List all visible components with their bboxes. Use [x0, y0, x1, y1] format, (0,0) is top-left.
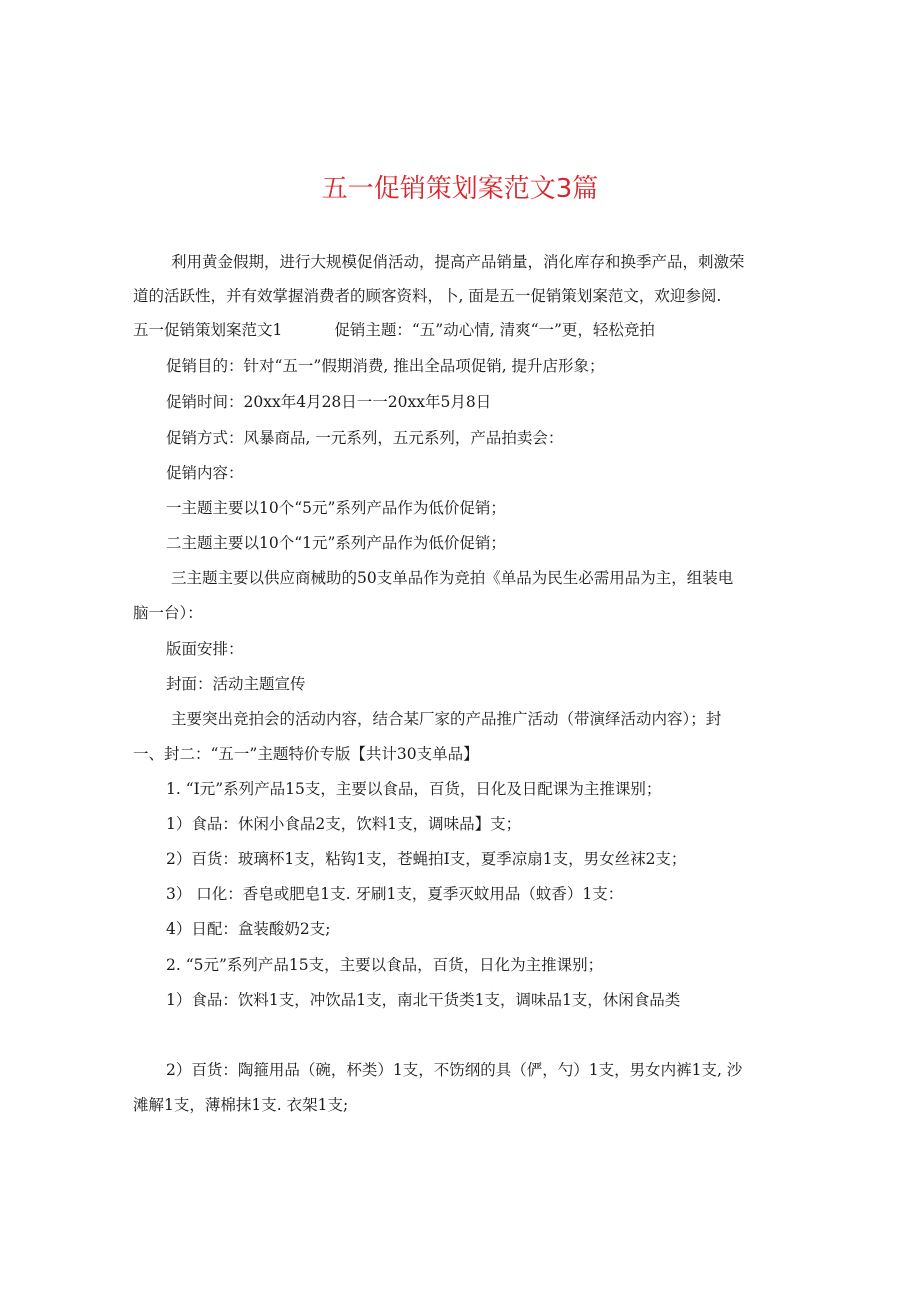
item-1-chem: 3） 口化：香皂或肥皂1支. 牙刷1支，夏季灭蚊用品（蚊香）1支： [166, 885, 624, 903]
section-heading-doc: 五一促销策划案范文1 [133, 321, 283, 339]
section-heading [133, 320, 655, 340]
item-2-food: 1）食品：饮料1支，冲饮品1支，南北干货类1支，调味品1支，休闲食品类 [166, 991, 681, 1009]
promo-theme-3-line-1: 三主题主要以供应商械助的50支单品作为竞拍《单品为民生必需用品为主，组装电 [171, 569, 734, 587]
layout-label: 版面安排： [166, 640, 244, 658]
cover-line: 封面：活动主题宣传 [166, 675, 306, 693]
item-1-daily: 4）日配：盒装酸奶2支; [166, 920, 331, 938]
promo-purpose: 促销目的：针对“五一”假期消费, 推出全品项促销, 提升店形象； [166, 357, 605, 375]
promo-time: 促销时间：20xx年4月28日一一20xx年5月8日 [166, 393, 492, 411]
document-title: 五一促销策划案范文3篇 [321, 174, 599, 204]
promo-theme-1: 一主题主要以10个“5元”系列产品作为低价促销； [166, 499, 506, 517]
intro-line-1: 利用黄金假期，进行大规模促俏活动，提高产品销量，消化库存和换季产品，刺激荣 [171, 253, 745, 271]
intro-line-2: 道的活跃性，并有效掌握消费者的顾客资料，卜, 面是五一促销策划案范文，欢迎参阅. [133, 287, 722, 305]
promo-method: 促销方式：风暴商品, 一元系列，五元系列，产品拍卖会： [166, 429, 564, 447]
promo-content-label: 促销内容： [166, 464, 244, 482]
promo-theme-2: 二主题主要以10个“1元”系列产品作为低价促销； [166, 534, 506, 552]
section-heading-theme: 促销主题：“五”动心情, 清爽“一”更，轻松竞拍 [334, 321, 655, 339]
item-2-goods-line-1: 2）百货：陶箍用品（碗，杯类）1支，不饬纲的具（俨，勺）1支，男女内裤1支, 沙 [166, 1061, 743, 1079]
item-2: 2. “5元”系列产品15支，主要以食品，百货，日化为主推课别； [166, 956, 604, 974]
item-2-goods-line-2: 滩解1支，薄棉抹1支. 衣架1支; [133, 1096, 349, 1114]
promo-theme-3-line-2: 脑一台）： [133, 604, 203, 622]
cover-desc-line-1: 主要突出竞拍会的活动内容，结合某厂家的产品推广活动（带演绎活动内容）；封 [171, 710, 722, 728]
item-1: 1. “I元”系列产品15支，主要以食品，百货，日化及日配课为主推课别； [166, 780, 662, 798]
item-1-goods: 2）百货：玻璃杯1支，粘钩1支，苍蝇拍I支，夏季凉扇1支，男女丝袜2支； [166, 850, 687, 868]
item-1-food: 1）食品：休闲小食品2支，饮料1支，调味品】支； [166, 815, 522, 833]
cover-desc-line-2: 一、封二：“五一”主题特价专版【共计30支单品】 [133, 745, 479, 763]
